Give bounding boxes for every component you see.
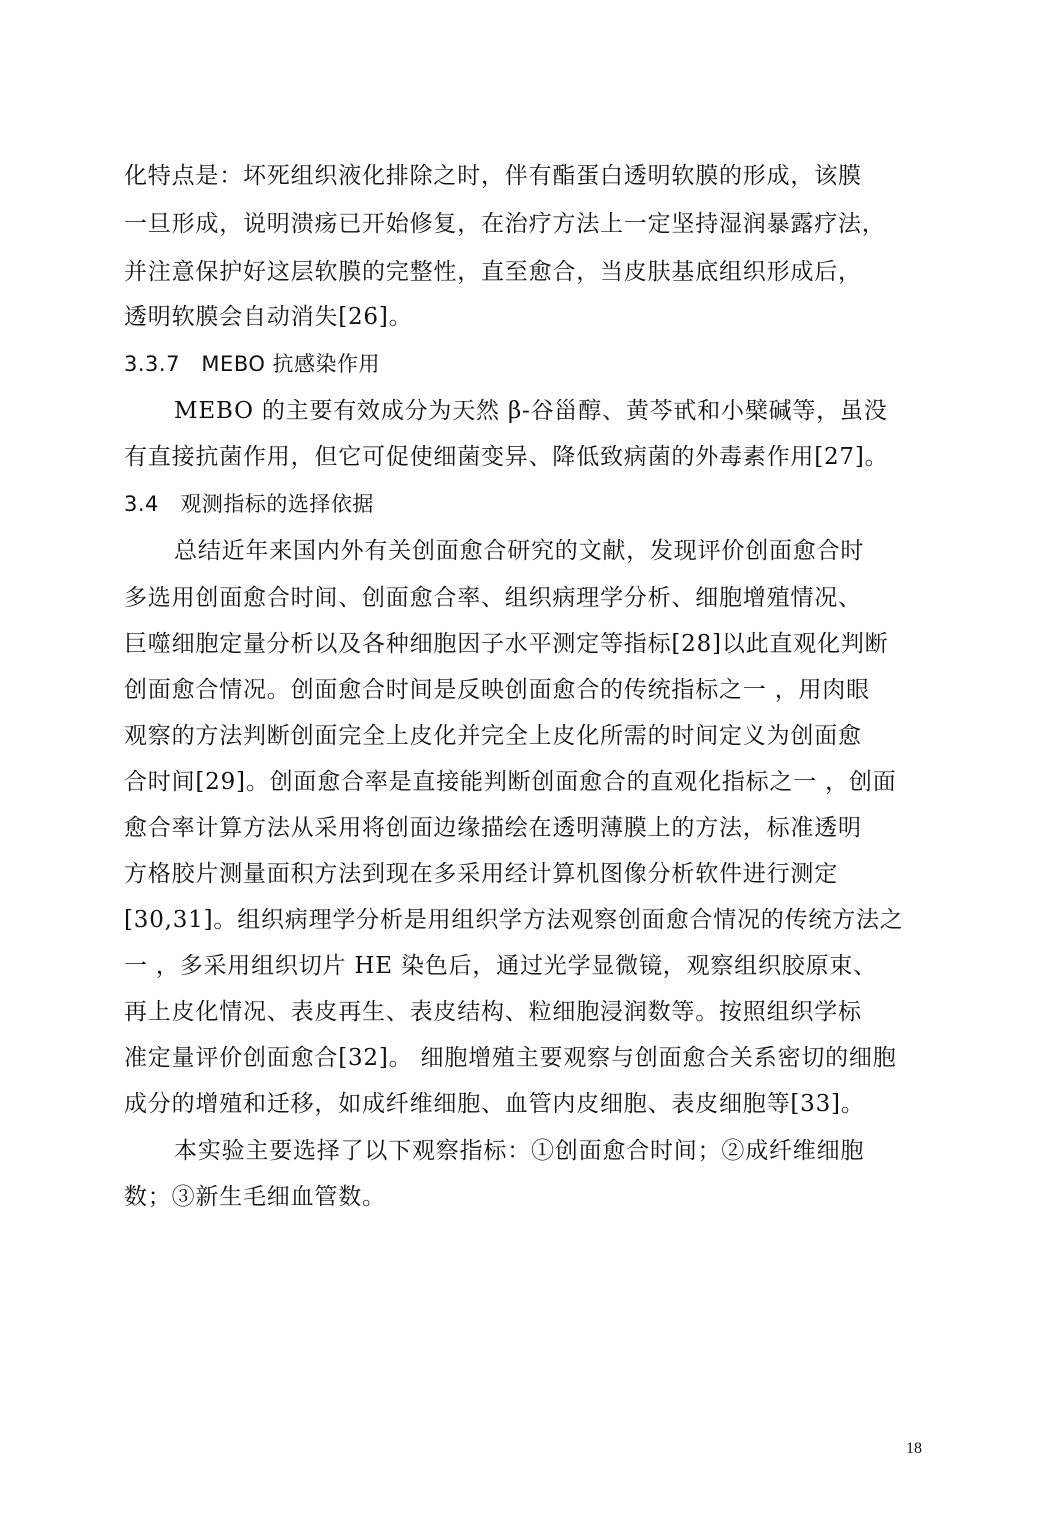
body-text-line: 本实验主要选择了以下观察指标：①创面愈合时间；②成纤维细胞 [174, 1138, 865, 1164]
body-text-line: 巨噬细胞定量分析以及各种细胞因子水平测定等指标[28]以此直观化判断 [124, 631, 889, 657]
body-text-line: [30,31]。组织病理学分析是用组织学方法观察创面愈合情况的传统方法之 [124, 907, 904, 933]
body-text-line: 合时间[29]。创面愈合率是直接能判断创面愈合的直观化指标之一 ，创面 [124, 769, 897, 795]
page-number: 18 [906, 1440, 922, 1457]
body-text-line: 准定量评价创面愈合[32]。 细胞增殖主要观察与创面愈合关系密切的细胞 [124, 1045, 897, 1071]
body-text-line: 再上皮化情况、表皮再生、表皮结构、粒细胞浸润数等。按照组织学标 [124, 999, 862, 1025]
body-text-line: 并注意保护好这层软膜的完整性，直至愈合，当皮肤基底组织形成后， [124, 259, 862, 285]
body-text-line: 有直接抗菌作用，但它可促使细菌变异、降低致病菌的外毒素作用[27]。 [124, 444, 889, 470]
body-text-line: 透明软膜会自动消失[26]。 [124, 304, 413, 330]
body-text-line: 化特点是：坏死组织液化排除之时，伴有酯蛋白透明软膜的形成，该膜 [124, 163, 862, 189]
body-text-line: 方格胶片测量面积方法到现在多采用经计算机图像分析软件进行测定 [124, 861, 838, 887]
body-text-line: 总结近年来国内外有关创面愈合研究的文献，发现评价创面愈合时 [174, 538, 865, 564]
body-text-line: 创面愈合情况。创面愈合时间是反映创面愈合的传统指标之一 ，用肉眼 [124, 677, 870, 703]
body-text-line: 多选用创面愈合时间、创面愈合率、组织病理学分析、细胞增殖情况、 [124, 585, 862, 611]
body-text-line: 愈合率计算方法从采用将创面边缘描绘在透明薄膜上的方法，标准透明 [124, 815, 862, 841]
body-text-line: 观察的方法判断创面完全上皮化并完全上皮化所需的时间定义为创面愈 [124, 723, 862, 749]
body-text-line: 成分的增殖和迁移，如成纤维细胞、血管内皮细胞、表皮细胞等[33]。 [124, 1091, 865, 1117]
body-text-line: 一旦形成，说明溃疡已开始修复，在治疗方法上一定坚持湿润暴露疗法， [124, 211, 886, 237]
section-heading-3-4: 3.4 观测指标的选择依据 [124, 492, 374, 516]
body-text-line: 数；③新生毛细血管数。 [124, 1184, 386, 1210]
body-text-line: 一 ，多采用组织切片 HE 染色后，通过光学显微镜，观察组织胶原束、 [124, 953, 877, 979]
body-text-line: MEBO 的主要有效成分为天然 β-谷甾醇、黄芩甙和小檗碱等，虽没 [174, 398, 888, 424]
section-heading-3-3-7: 3.3.7 MEBO 抗感染作用 [124, 352, 381, 376]
